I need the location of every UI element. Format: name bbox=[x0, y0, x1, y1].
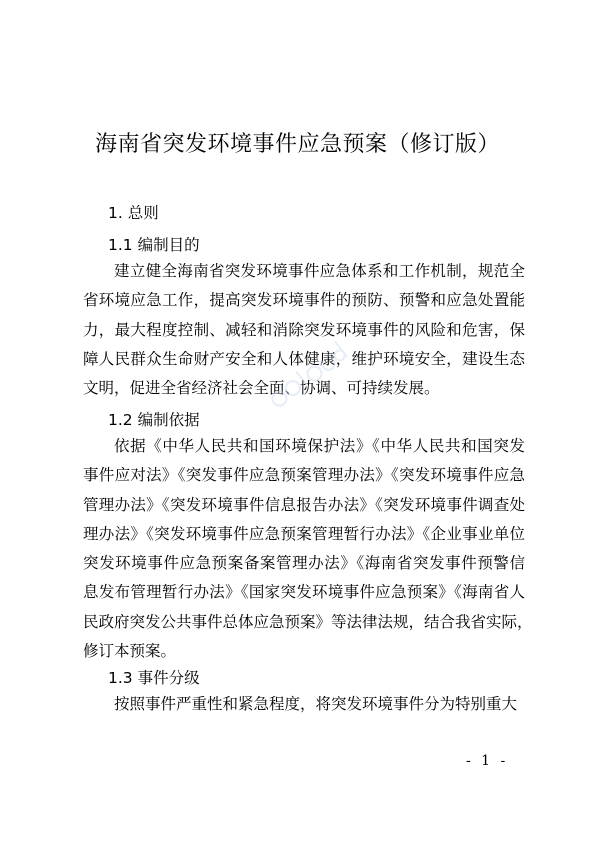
paragraph-line: 文明，促进全省经济社会全面、协调、可持续发展。 bbox=[83, 379, 440, 398]
paragraph-line: 依据《中华人民共和国环境保护法》《中华人民共和国突发 bbox=[114, 437, 525, 455]
section-heading-1-1: 1.1 编制目的 bbox=[108, 236, 200, 254]
paragraph-classification bbox=[83, 690, 525, 719]
paragraph-basis bbox=[83, 432, 533, 666]
paragraph-line: 息发布管理暂行办法》《国家突发环境事件应急预案》《海南省人 bbox=[83, 583, 525, 602]
paragraph-line: 省环境应急工作，提高突发环境事件的预防、预警和应急处置能 bbox=[83, 291, 525, 310]
paragraph-purpose bbox=[83, 257, 525, 403]
paragraph-line: 按照事件严重性和紧急程度，将突发环境事件分为特别重大 bbox=[114, 695, 518, 713]
paragraph-line: 事件应对法》《突发事件应急预案管理办法》《突发环境事件应急 bbox=[83, 466, 525, 485]
paragraph-line: 管理办法》《突发环境事件信息报告办法》《突发环境事件调查处 bbox=[83, 495, 525, 514]
paragraph-line: 力，最大程度控制、减轻和消除突发环境事件的风险和危害，保 bbox=[83, 320, 525, 339]
section-heading-1-3: 1.3 事件分级 bbox=[108, 669, 200, 687]
section-heading-1: 1. 总则 bbox=[108, 204, 159, 222]
paragraph-line: 障人民群众生命财产安全和人体健康，维护环境安全，建设生态 bbox=[83, 349, 525, 368]
paragraph-line: 建立健全海南省突发环境事件应急体系和工作机制，规范全 bbox=[114, 262, 525, 280]
paragraph-line: 民政府突发公共事件总体应急预案》等法律法规，结合我省实际， bbox=[83, 612, 533, 631]
paragraph-line: 突发环境事件应急预案备案管理办法》《海南省突发事件预警信 bbox=[83, 554, 525, 573]
paragraph-line: 修订本预案。 bbox=[83, 642, 177, 661]
paragraph-line: 理办法》《突发环境事件应急预案管理暂行办法》《企业事业单位 bbox=[83, 524, 525, 543]
page-number: - 1 - bbox=[466, 753, 509, 769]
document-title: 海南省突发环境事件应急预案（修订版） bbox=[94, 132, 500, 157]
section-heading-1-2: 1.2 编制依据 bbox=[108, 411, 200, 429]
